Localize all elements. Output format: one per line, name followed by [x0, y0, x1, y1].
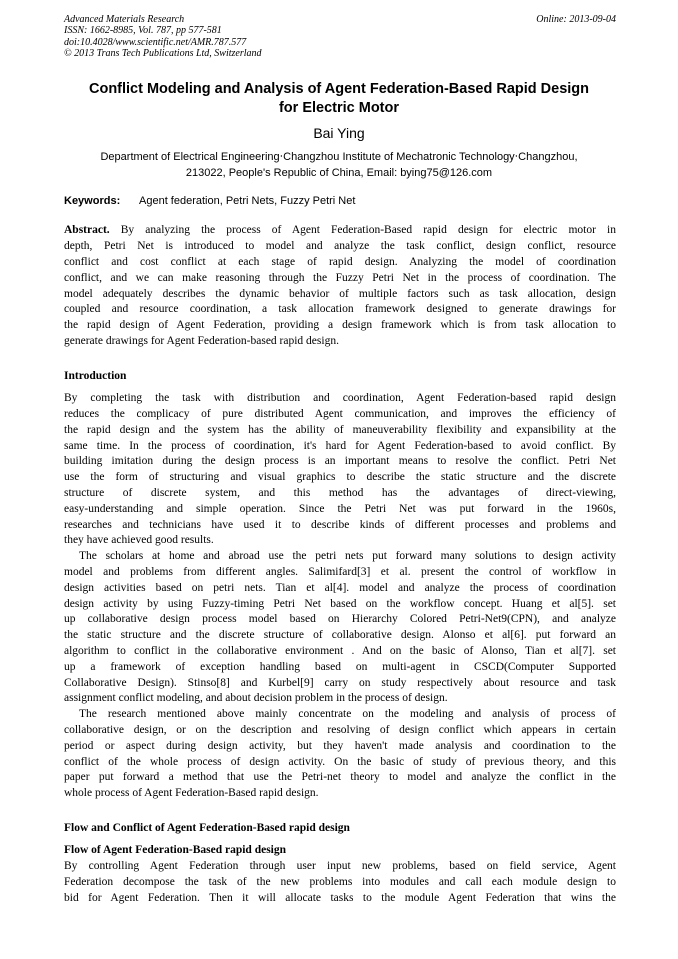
keywords-label: Keywords: [64, 195, 121, 207]
text-line: Federation decompose the task of the new problems into modules and call each module design to [64, 876, 616, 888]
text-line: the rapid design and the system has the ability of maneuverability flexibility and expansibility at the [64, 424, 616, 436]
abstract-line: model adequately describes the dynamic behavior of multiple factors such as task allocation, design [64, 288, 616, 300]
text-line: design activities based on petri nets. Tian et al[4]. model and analyze the process of coordination [64, 582, 616, 594]
abstract-line: conflict and cost conflict at each stage of rapid design. Analyzing the model of coordination [64, 256, 616, 268]
running-header [64, 14, 616, 59]
abstract-label: Abstract. [64, 224, 110, 236]
text-line: up collaborative design process model based on Hierarchy Colored Petri-Net9(CPN), and analyze [64, 613, 616, 625]
issn-line: ISSN: 1662-8985, Vol. 787, pp 577-581 [64, 25, 222, 37]
text-line: design activity by using Fuzzy-timing Petri Net based on the workflow concept. Huang et al[5]. set [64, 598, 616, 610]
affiliation-line: 213022, People's Republic of China, Email: bying75@126.com [185, 167, 493, 179]
text-line: bid for Agent Federation. Then it will allocate tasks to the module Agent Federation that wins the [64, 892, 616, 904]
keywords [64, 193, 616, 209]
text-line: up a framework of exception handling based on multi-agent in CSCD(Computer Supported [64, 661, 616, 673]
text-line: researches and technicians have used it to describe kinds of different processes and problems and [64, 519, 616, 531]
abstract-line: generate drawings for Agent Federation-based rapid design. [64, 335, 339, 347]
journal-name: Advanced Materials Research [64, 14, 185, 25]
text-line: By completing the task with distribution and coordination, Agent Federation-based rapid design [64, 392, 616, 404]
text-line: By controlling Agent Federation through user input new problems, based on field service, Agent [64, 860, 616, 872]
abstract-line: depth, Petri Net is introduced to model and analyze the task conflict, design conflict, resource [64, 240, 616, 252]
text-line: same time. In the process of coordination, it's hard for Agent Federation-based to avoid conflict. By [64, 440, 616, 452]
doi-line: doi:10.4028/www.scientific.net/AMR.787.577 [64, 36, 247, 48]
affiliation [58, 149, 620, 181]
text-line: Collaborative Design). Stinso[8] and Kurbel[9] carry on study respectively about resource and task [64, 677, 616, 689]
title-line: for Electric Motor [278, 100, 400, 116]
affiliation-line: Department of Electrical Engineering‧Changzhou Institute of Mechatronic Technology‧Changzhou, [100, 151, 578, 163]
text-line: use the form of structuring and visual graphics to describe the static structure and the discrete [64, 471, 616, 483]
text-line: The research mentioned above mainly concentrate on the modeling and analysis of process of [79, 708, 616, 720]
online-date: Online: 2013-09-04 [536, 14, 616, 25]
text-line: building imitation during the design process is an important means to resolve the conflict. Petri Net [64, 455, 616, 467]
text-line: assignment conflict modeling, and about decision problem in the process of design. [64, 692, 448, 704]
text-line: algorithm to conflict in the collaborative environment . And on the basic of Alonso, Tian et al[7]. set [64, 645, 616, 657]
title-line: Conflict Modeling and Analysis of Agent Federation-Based Rapid Design [88, 81, 590, 97]
text-line: easy-understanding and simple operation. Since the Petri Net was put forward in the 1960s, [64, 503, 616, 515]
author-name: Bai Ying [313, 125, 365, 141]
text-line: structure of discrete system, and this method has the advantages of direct-viewing, [64, 487, 616, 499]
abstract-line: conflict, and we can make reasoning through the Fuzzy Petri Net in the process of coordination. The [64, 272, 616, 284]
keywords-text: Agent federation, Petri Nets, Fuzzy Petri Net [139, 195, 356, 207]
text-line: whole process of Agent Federation-Based rapid design. [64, 787, 319, 799]
abstract-line: Abstract. By analyzing the process of Agent Federation-Based rapid design for electric motor in [64, 224, 616, 236]
text-line: the static structure and the discrete structure of collaborative design. Alonso et al[6]. put forward an [64, 629, 616, 641]
text-line: period or aspect during design activity, but they haven't made analysis and coordination to the [64, 740, 616, 752]
introduction-heading: Introduction [64, 370, 127, 382]
text-line: they have achieved good results. [64, 534, 214, 546]
abstract-line: the rapid design of Agent Federation, providing a design framework which is from task allocation to [64, 319, 616, 331]
subsection-heading: Flow of Agent Federation-Based rapid design [64, 844, 287, 856]
text-line: conflict of the whole process of design activity. On the basic of study of previous theory, and this [64, 756, 616, 768]
abstract-line: coupled and resource coordination, a task allocation framework designed to generate drawings for [64, 303, 616, 315]
text-line: reduces the complicacy of pure distributed Agent communication, and improves the efficiency of [64, 408, 616, 420]
copyright-line: © 2013 Trans Tech Publications Ltd, Switzerland [64, 47, 262, 59]
text-line: model and problems from different angles. Salimifard[3] et al. present the control of workflow in [64, 566, 616, 578]
text-line: The scholars at home and abroad use the petri nets put forward many solutions to design activity [79, 550, 616, 562]
text-line: paper put forward a method that use the Petri-net theory to model and analyze the conflict in the [64, 771, 616, 783]
paper-title [56, 80, 622, 118]
text-line: collaborative design, or on the description and resolving of design conflict which appears in certain [64, 724, 616, 736]
section-heading: Flow and Conflict of Agent Federation-Based rapid design [64, 822, 350, 834]
